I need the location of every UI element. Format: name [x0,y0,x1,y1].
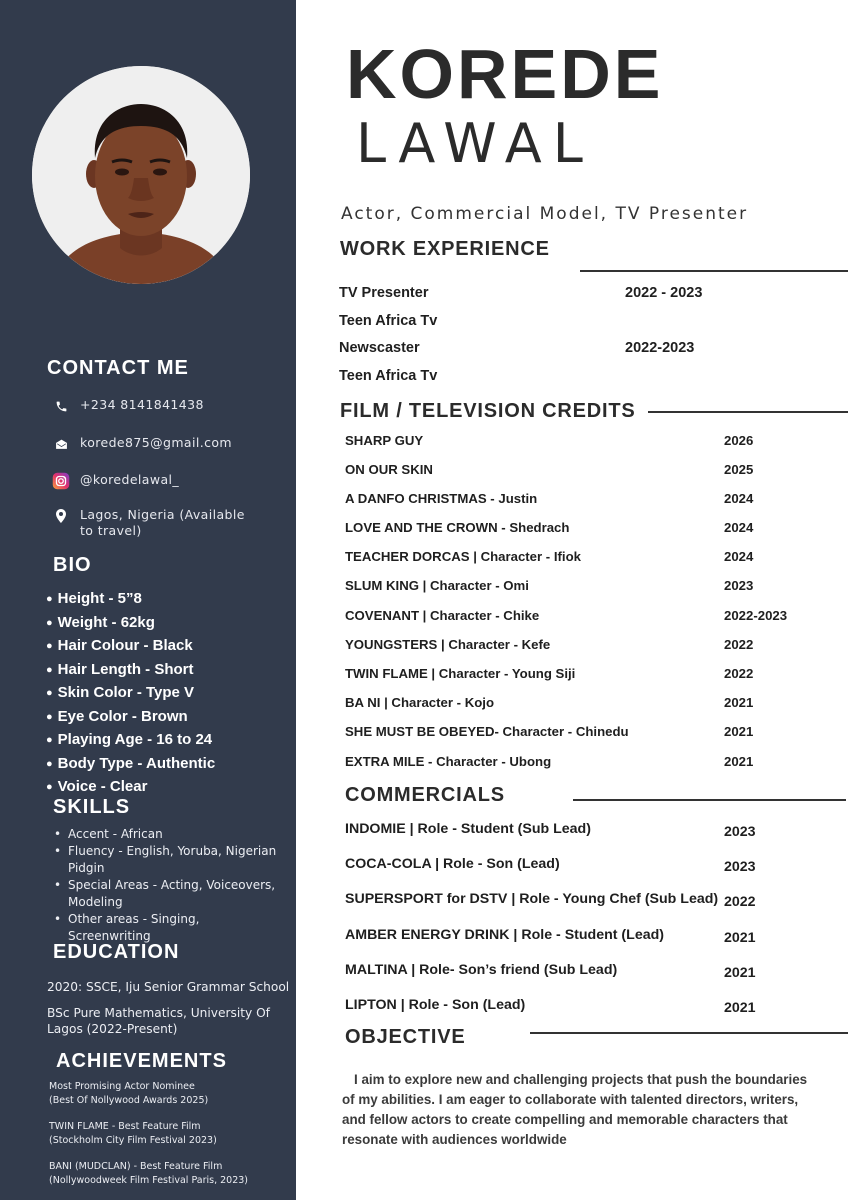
bio-list [46,588,215,800]
film-credit-row [345,433,815,453]
section-divider [580,270,848,272]
location-text: Lagos, Nigeria (Available to travel) [80,507,245,538]
bio-item: ● Eye Color - Brown [46,706,215,730]
film-title: LOVE AND THE CROWN - Shedrach [345,520,570,535]
commercial-year: 2021 [724,965,756,981]
film-year: 2023 [724,578,754,593]
skill-item: • Fluency - English, Yoruba, Nigerian Pidgin [52,843,282,877]
commercial-title: AMBER ENERGY DRINK | Role - Student (Lead) [345,927,664,943]
film-year: 2022 [724,637,754,652]
bio-item: ● Body Type - Authentic [46,753,215,777]
film-title: EXTRA MILE - Character - Ubong [345,754,552,769]
first-name: KOREDE [346,35,664,113]
film-title: YOUNGSTERS | Character - Kefe [345,637,551,652]
commercial-row [345,997,815,1019]
achievement-title: TWIN FLAME - Best Feature Film [49,1121,201,1132]
work-company: Teen Africa Tv [339,313,438,329]
achievements-heading: ACHIEVEMENTS [56,1050,227,1072]
instagram-handle: @koredelawal_ [80,472,180,487]
work-role: TV Presenter [339,285,429,301]
achievement-title: BANI (MUDCLAN) - Best Feature Film [49,1161,223,1172]
education-heading: EDUCATION [53,941,180,963]
last-name: LAWAL [356,112,594,175]
film-title: ON OUR SKIN [345,462,433,477]
skill-item: • Other areas - Singing, Screenwriting [52,911,282,945]
profile-photo [32,66,250,284]
section-divider [573,799,846,801]
commercial-row [345,891,815,913]
section-divider [648,411,848,413]
section-divider [530,1032,848,1034]
film-year: 2024 [724,549,754,564]
bio-heading: BIO [53,554,92,576]
contact-phone[interactable] [52,397,204,415]
film-title: COVENANT | Character - Chike [345,608,540,623]
film-credit-row [345,724,815,744]
film-credit-row [345,695,815,715]
film-title: BA NI | Character - Kojo [345,695,495,710]
contact-heading: CONTACT ME [47,357,189,379]
achievement-title: Most Promising Actor Nominee [49,1081,195,1092]
commercial-title: INDOMIE | Role - Student (Sub Lead) [345,821,591,837]
bio-item: ● Height - 5”8 [46,588,215,612]
bio-item: ● Skin Color - Type V [46,682,215,706]
film-year: 2022-2023 [724,608,788,623]
film-title: A DANFO CHRISTMAS - Justin [345,491,538,506]
film-credit-row [345,754,815,774]
film-year: 2021 [724,754,754,769]
commercial-row [345,821,815,843]
email-address: korede875@gmail.com [80,435,232,450]
commercial-title: COCA-COLA | Role - Son (Lead) [345,856,560,872]
tagline: Actor, Commercial Model, TV Presenter [341,204,749,224]
film-credit-row [345,491,815,511]
skills-heading: SKILLS [53,796,131,818]
film-year: 2021 [724,724,754,739]
commercial-title: MALTINA | Role- Son’s friend (Sub Lead) [345,962,618,978]
film-year: 2021 [724,695,754,710]
phone-number: +234 8141841438 [80,397,204,412]
achievement-detail: (Best Of Nollywood Awards 2025) [49,1095,209,1106]
film-title: SHARP GUY [345,433,424,448]
commercial-year: 2023 [724,824,756,840]
work-dates: 2022 - 2023 [625,285,703,301]
film-title: TEACHER DORCAS | Character - Ifiok [345,549,581,564]
education-item: 2020: SSCE, Iju Senior Grammar School [47,980,290,994]
commercial-year: 2023 [724,859,756,875]
film-year: 2026 [724,433,754,448]
film-title: SHE MUST BE OBEYED- Character - Chinedu [345,724,629,739]
film-title: TWIN FLAME | Character - Young Siji [345,666,576,681]
film-credit-row [345,637,815,657]
film-year: 2025 [724,462,754,477]
bio-item: ● Playing Age - 16 to 24 [46,729,215,753]
work-experience-heading: WORK EXPERIENCE [340,238,550,260]
bio-item: ● Hair Length - Short [46,659,215,683]
work-company: Teen Africa Tv [339,368,438,384]
location-pin-icon [52,507,70,525]
film-year: 2024 [724,520,754,535]
film-credit-row [345,608,815,628]
instagram-icon [52,472,70,490]
bio-item: ● Hair Colour - Black [46,635,215,659]
commercial-year: 2021 [724,1000,756,1016]
achievement-item [49,1160,289,1188]
commercials-heading: COMMERCIALS [345,784,505,806]
commercial-row [345,927,815,949]
film-credit-row [345,549,815,569]
work-dates: 2022-2023 [625,340,695,356]
film-credit-row [345,666,815,686]
contact-instagram[interactable] [52,472,179,490]
commercial-title: SUPERSPORT for DSTV | Role - Young Chef (Sub Lead) [345,891,719,907]
contact-location [52,507,252,539]
film-year: 2024 [724,491,754,506]
film-credit-row [345,520,815,540]
profile-portrait-illustration [32,66,250,284]
achievement-item [49,1080,289,1108]
objective-text: I aim to explore new and challenging projects that push the boundaries of my abilities. I am eager to collaborate with talented directors, writers, and fellow actors to create compelling and memorable characters that resonate with audiences worldwide [342,1072,808,1147]
commercial-year: 2021 [724,930,756,946]
commercial-row [345,856,815,878]
film-title: SLUM KING | Character - Omi [345,578,529,593]
skill-item: • Special Areas - Acting, Voiceovers, Modeling [52,877,282,911]
skill-item: • Accent - African [52,826,282,843]
film-credit-row [345,578,815,598]
work-role: Newscaster [339,340,420,356]
achievement-item [49,1120,289,1148]
film-credits-heading: FILM / TELEVISION CREDITS [340,400,636,422]
commercial-year: 2022 [724,894,756,910]
film-year: 2022 [724,666,754,681]
envelope-icon [52,435,70,453]
contact-email[interactable] [52,435,232,453]
commercial-row [345,962,815,984]
skills-list [52,826,282,945]
objective-heading: OBJECTIVE [345,1026,466,1048]
film-credit-row [345,462,815,482]
commercial-title: LIPTON | Role - Son (Lead) [345,997,526,1013]
bio-item: ● Weight - 62kg [46,612,215,636]
phone-icon [52,397,70,415]
achievement-detail: (Stockholm City Film Festival 2023) [49,1135,217,1146]
achievement-detail: (Nollywoodweek Film Festival Paris, 2023) [49,1175,249,1186]
bio-item: ● Voice - Clear [46,776,215,800]
sidebar [0,0,296,1200]
education-item: BSc Pure Mathematics, University Of Lagos (2022-Present) [47,1006,270,1036]
